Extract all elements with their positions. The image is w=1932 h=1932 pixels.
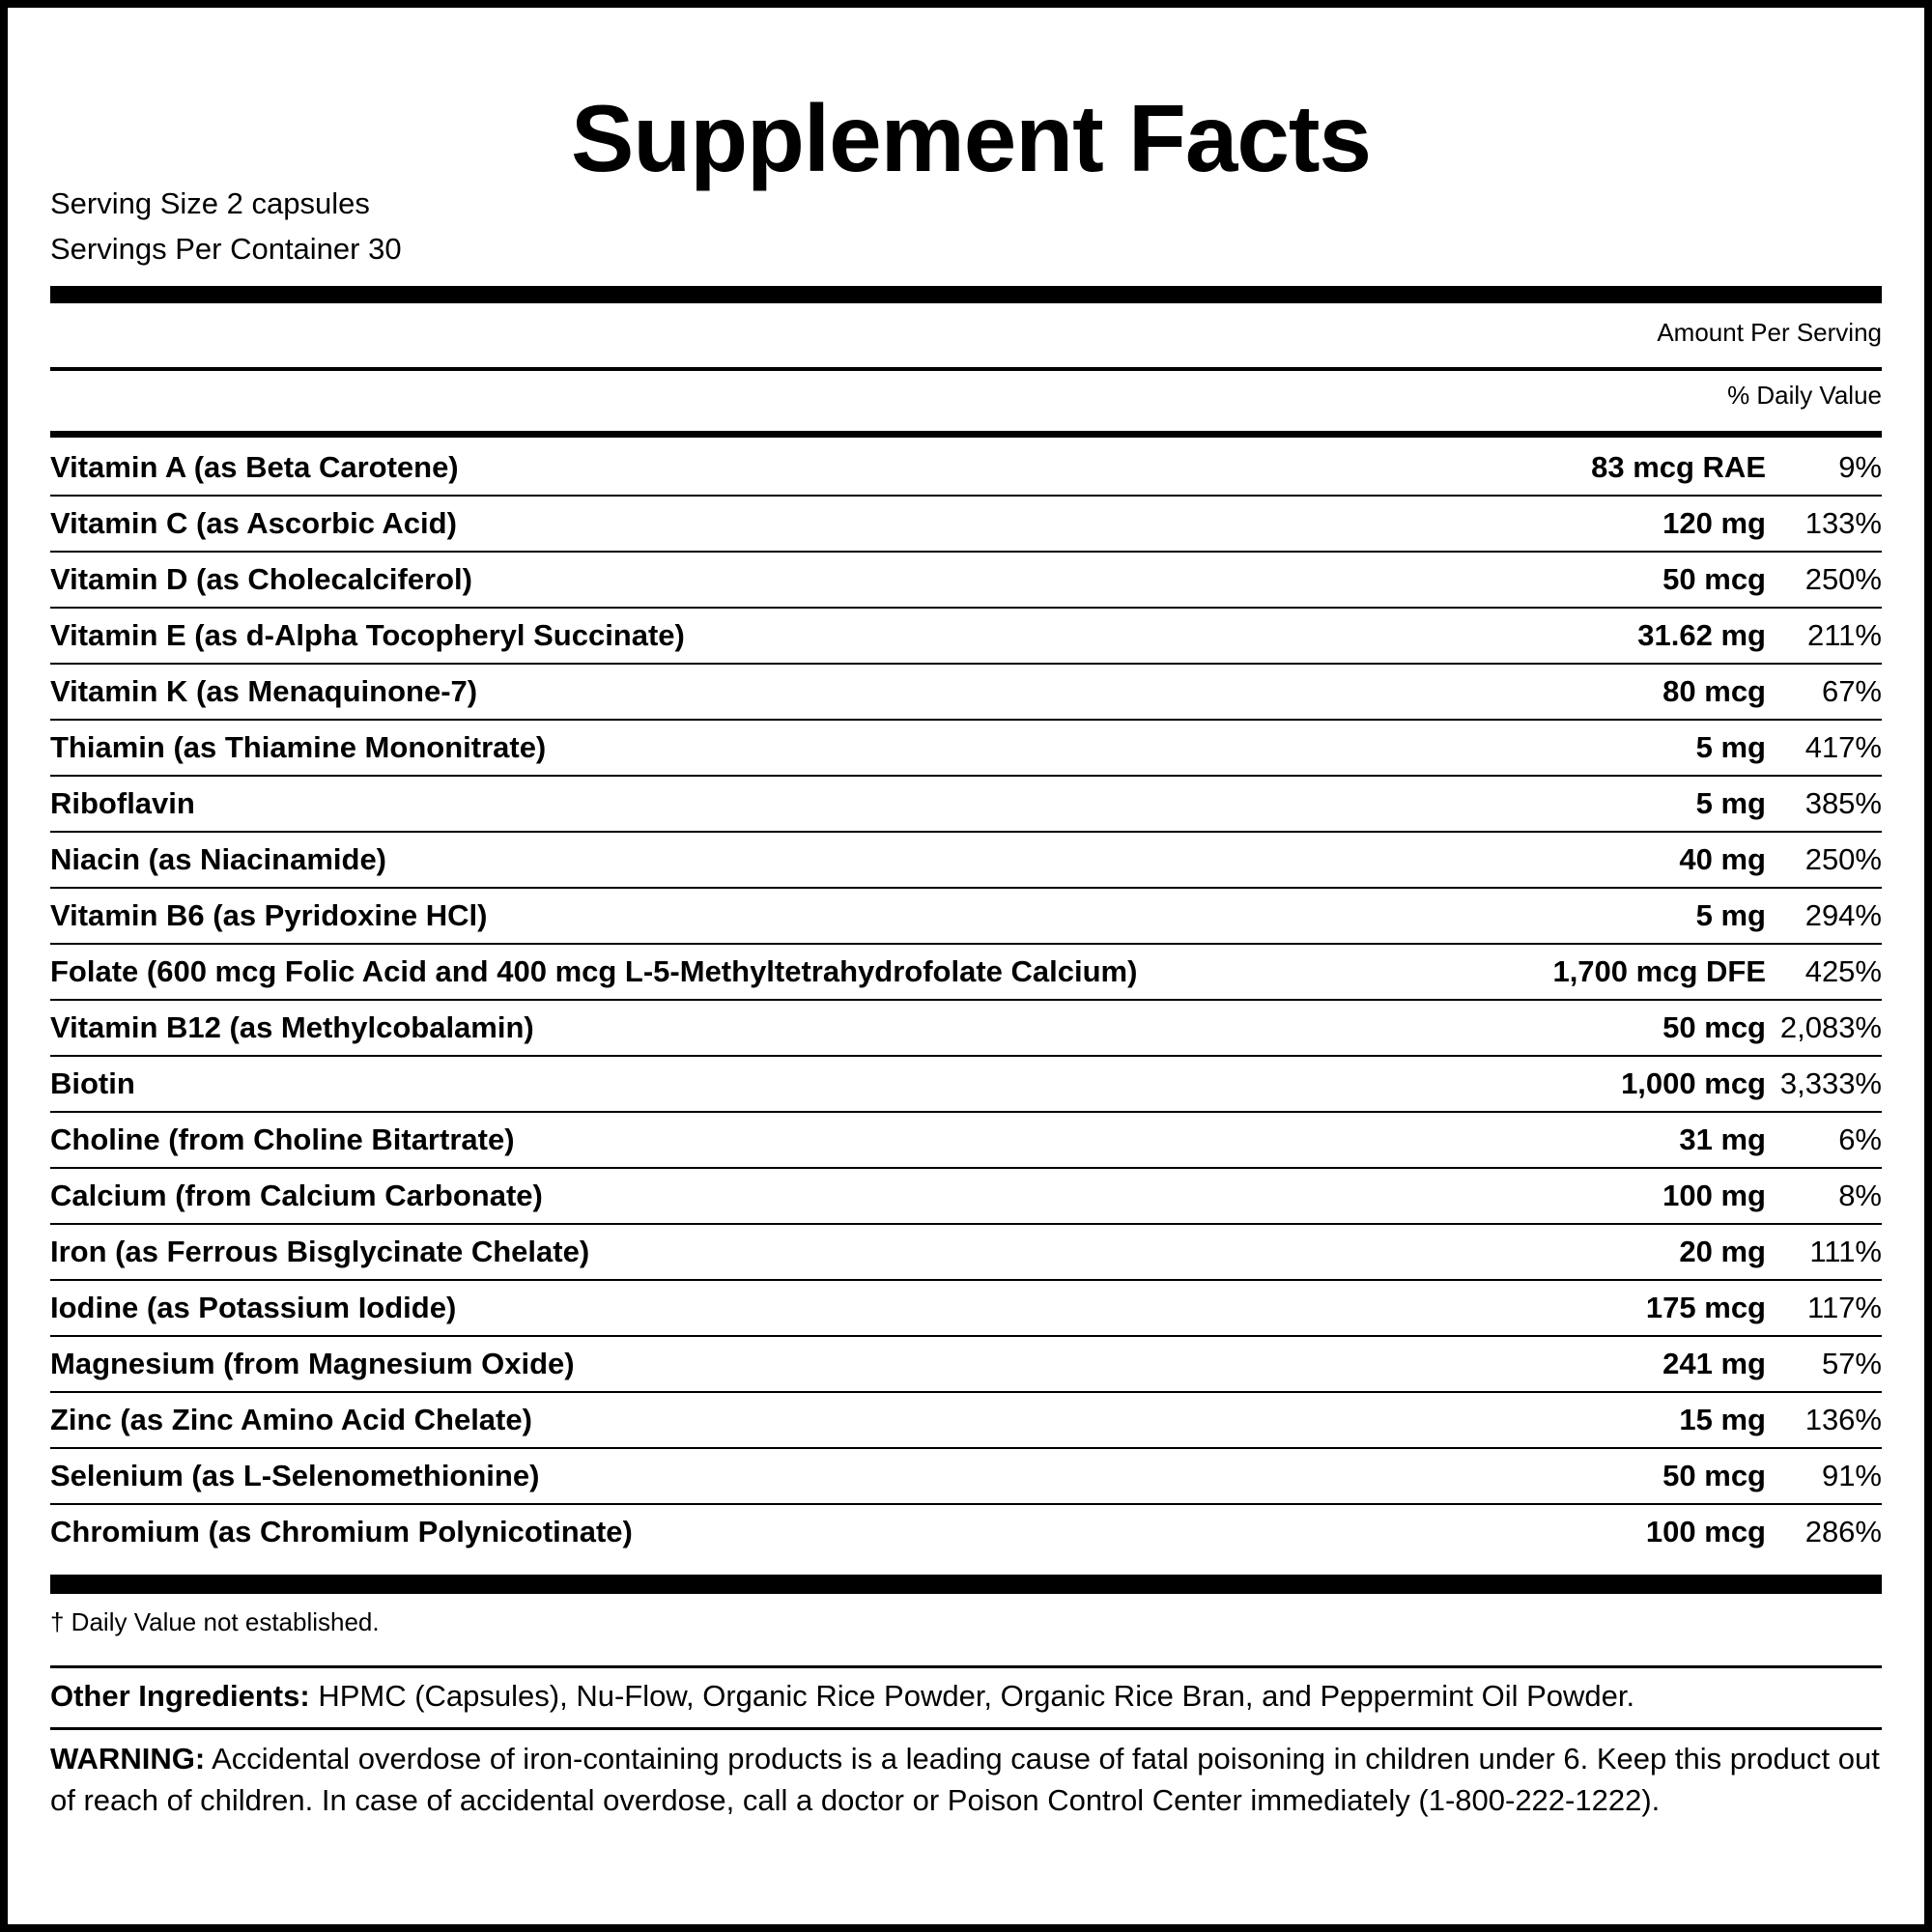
- nutrient-row: [50, 1337, 1882, 1393]
- thick-divider-top: [50, 286, 1882, 303]
- nutrient-daily-value: 417%: [1804, 730, 1882, 764]
- nutrient-row: [50, 1449, 1882, 1505]
- nutrient-row: [50, 1001, 1882, 1057]
- nutrient-amount: 1,700 mcg DFE: [1552, 954, 1766, 988]
- nutrient-name: Iron (as Ferrous Bisglycinate Chelate): [50, 1235, 590, 1268]
- nutrient-name: Thiamin (as Thiamine Mononitrate): [50, 730, 547, 764]
- nutrient-name: Vitamin E (as d-Alpha Tocopheryl Succinate): [50, 618, 685, 652]
- nutrient-daily-value: 425%: [1804, 954, 1882, 988]
- nutrient-row: [50, 440, 1882, 497]
- nutrient-name: Selenium (as L-Selenomethionine): [50, 1459, 540, 1492]
- nutrient-amount: 50 mcg: [1662, 562, 1766, 596]
- nutrient-daily-value: 133%: [1804, 506, 1882, 540]
- nutrient-row: [50, 1057, 1882, 1113]
- nutrient-amount: 100 mcg: [1645, 1515, 1766, 1548]
- nutrient-daily-value: 385%: [1804, 786, 1882, 820]
- footnote: † Daily Value not established.: [50, 1607, 380, 1636]
- nutrient-daily-value: 8%: [1838, 1179, 1882, 1212]
- nutrient-name: Vitamin D (as Cholecalciferol): [50, 562, 472, 596]
- nutrient-daily-value: 286%: [1804, 1515, 1882, 1548]
- nutrient-daily-value: 111%: [1809, 1235, 1882, 1268]
- nutrient-daily-value: 250%: [1804, 562, 1882, 596]
- nutrient-name: Vitamin B6 (as Pyridoxine HCl): [50, 898, 488, 932]
- nutrient-row: [50, 721, 1882, 777]
- nutrient-row: [50, 497, 1882, 553]
- servings-per-container: Servings Per Container 30: [50, 232, 402, 266]
- warning-label: WARNING:: [50, 1742, 206, 1776]
- nutrient-name: Magnesium (from Magnesium Oxide): [50, 1347, 575, 1380]
- nutrient-daily-value: 57%: [1821, 1347, 1882, 1380]
- warning: [50, 1738, 1882, 1821]
- divider-header: [50, 367, 1882, 371]
- nutrient-daily-value: 9%: [1838, 450, 1882, 484]
- nutrient-daily-value: 67%: [1821, 674, 1882, 708]
- nutrient-daily-value: 136%: [1804, 1403, 1882, 1436]
- nutrient-name: Iodine (as Potassium Iodide): [50, 1291, 457, 1324]
- label-title: Supplement Facts: [570, 85, 1372, 191]
- nutrient-amount: 15 mg: [1679, 1403, 1766, 1436]
- nutrient-name: Zinc (as Zinc Amino Acid Chelate): [50, 1403, 532, 1436]
- nutrient-amount: 5 mg: [1695, 786, 1766, 820]
- nutrient-table: [50, 440, 1882, 1561]
- nutrient-name: Folate (600 mcg Folic Acid and 400 mcg L-5-Methyltetrahydrofolate Calcium): [50, 954, 1138, 988]
- nutrient-daily-value: 294%: [1804, 898, 1882, 932]
- nutrient-daily-value: 91%: [1821, 1459, 1882, 1492]
- nutrient-amount: 83 mcg RAE: [1591, 450, 1766, 484]
- nutrient-daily-value: 211%: [1807, 618, 1882, 652]
- nutrient-row: [50, 1281, 1882, 1337]
- amount-per-serving-header: Amount Per Serving: [1657, 318, 1882, 347]
- nutrient-daily-value: 250%: [1804, 842, 1882, 876]
- nutrient-row: [50, 1113, 1882, 1169]
- nutrient-name: Chromium (as Chromium Polynicotinate): [50, 1515, 633, 1548]
- nutrient-amount: 100 mg: [1662, 1179, 1766, 1212]
- nutrient-row: [50, 945, 1882, 1001]
- daily-value-header: % Daily Value: [1727, 381, 1882, 410]
- nutrient-amount: 31.62 mg: [1637, 618, 1766, 652]
- nutrient-amount: 241 mg: [1662, 1347, 1766, 1380]
- nutrient-name: Vitamin B12 (as Methylcobalamin): [50, 1010, 534, 1044]
- nutrient-row: [50, 889, 1882, 945]
- nutrient-amount: 80 mcg: [1662, 674, 1766, 708]
- nutrient-amount: 50 mcg: [1662, 1010, 1766, 1044]
- nutrient-row: [50, 665, 1882, 721]
- nutrient-row: [50, 833, 1882, 889]
- thick-divider-bottom: [50, 1575, 1882, 1594]
- nutrient-row: [50, 609, 1882, 665]
- nutrient-name: Niacin (as Niacinamide): [50, 842, 387, 876]
- nutrient-daily-value: 117%: [1807, 1291, 1882, 1324]
- nutrient-amount: 1,000 mcg: [1621, 1066, 1766, 1100]
- nutrient-name: Vitamin C (as Ascorbic Acid): [50, 506, 457, 540]
- divider-ingredients: [50, 1727, 1882, 1730]
- other-ingredients-text: HPMC (Capsules), Nu-Flow, Organic Rice Powder, Organic Rice Bran, and Peppermint Oil Powder.: [318, 1679, 1635, 1713]
- nutrient-row: [50, 553, 1882, 609]
- nutrient-amount: 5 mg: [1695, 730, 1766, 764]
- nutrient-name: Biotin: [50, 1066, 135, 1100]
- divider-footnote: [50, 1665, 1882, 1668]
- nutrient-amount: 31 mg: [1679, 1122, 1766, 1156]
- nutrient-row: [50, 1169, 1882, 1225]
- nutrient-amount: 20 mg: [1679, 1235, 1766, 1268]
- nutrient-row: [50, 1225, 1882, 1281]
- warning-text: Accidental overdose of iron-containing products is a leading cause of fatal poisoning in children under 6. Keep this product out of reach of children. In case of accidental overdose, call a doctor or Poison Control Center immediately (1-800-222-1222).: [50, 1742, 1880, 1817]
- nutrient-daily-value: 2,083%: [1779, 1010, 1882, 1044]
- nutrient-name: Vitamin K (as Menaquinone-7): [50, 674, 478, 708]
- nutrient-amount: 50 mcg: [1662, 1459, 1766, 1492]
- nutrient-daily-value: 6%: [1838, 1122, 1882, 1156]
- nutrient-row: [50, 777, 1882, 833]
- nutrient-name: Choline (from Choline Bitartrate): [50, 1122, 515, 1156]
- nutrient-daily-value: 3,333%: [1779, 1066, 1882, 1100]
- nutrient-name: Vitamin A (as Beta Carotene): [50, 450, 459, 484]
- nutrient-name: Riboflavin: [50, 786, 195, 820]
- divider-nutrients-top: [50, 431, 1882, 438]
- nutrient-row: [50, 1505, 1882, 1561]
- nutrient-amount: 120 mg: [1662, 506, 1766, 540]
- serving-size: Serving Size 2 capsules: [50, 186, 370, 220]
- nutrient-row: [50, 1393, 1882, 1449]
- nutrient-amount: 5 mg: [1695, 898, 1766, 932]
- other-ingredients: [50, 1675, 1882, 1717]
- nutrient-name: Calcium (from Calcium Carbonate): [50, 1179, 543, 1212]
- nutrient-amount: 40 mg: [1679, 842, 1766, 876]
- nutrient-amount: 175 mcg: [1645, 1291, 1766, 1324]
- other-ingredients-label: Other Ingredients:: [50, 1679, 310, 1713]
